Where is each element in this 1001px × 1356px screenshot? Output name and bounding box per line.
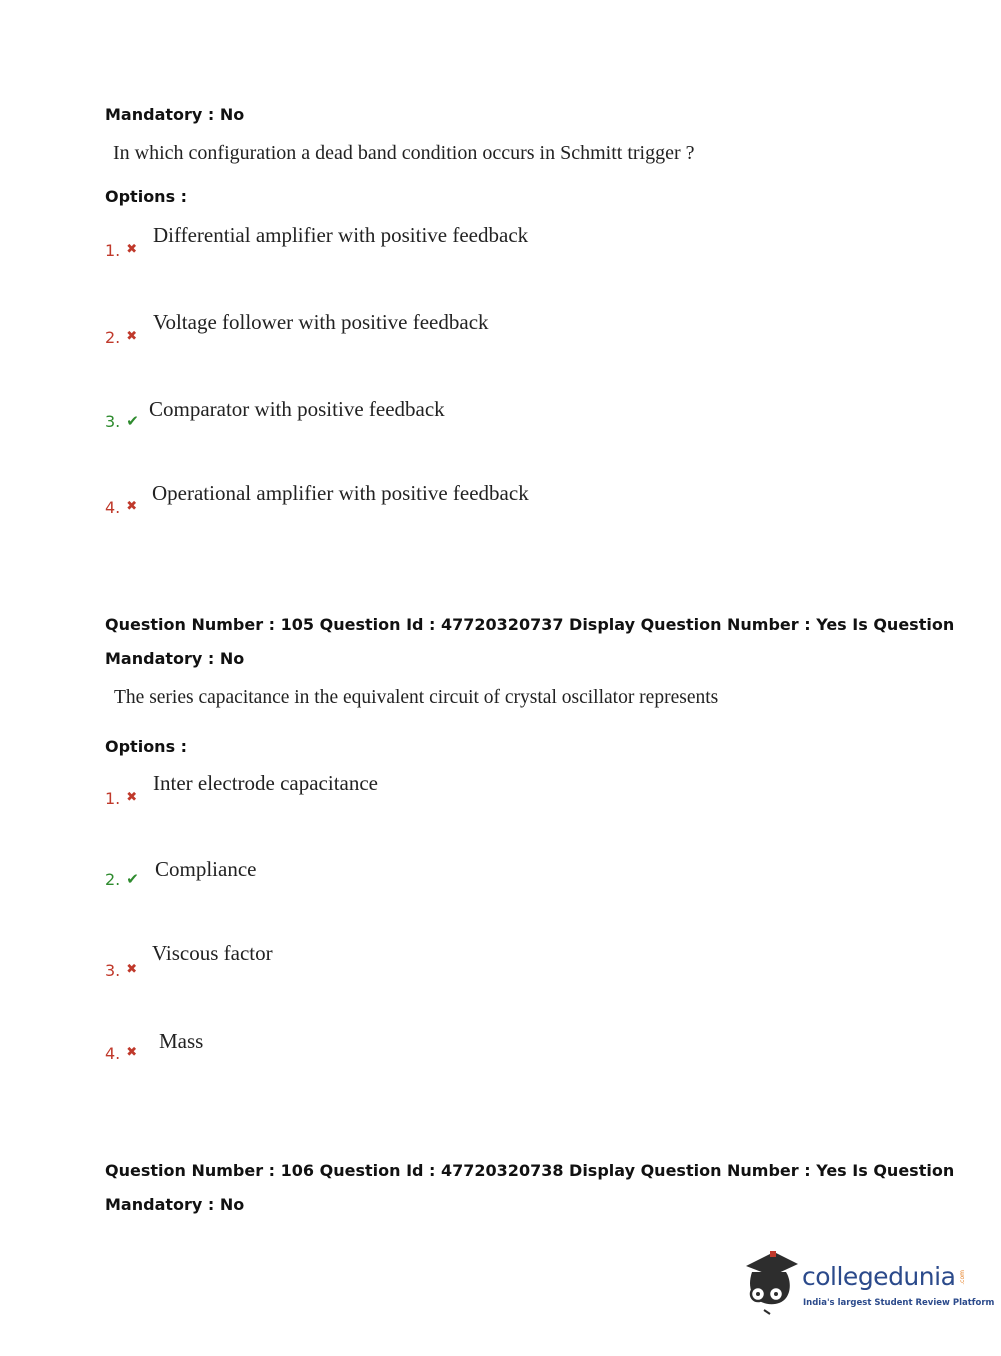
- q2-option-3-text: Viscous factor: [152, 941, 273, 965]
- check-icon: ✔: [126, 412, 139, 430]
- cross-icon: ✖: [126, 790, 138, 805]
- q1-option-1-number: 1. ✖: [105, 241, 138, 260]
- q2-option-3-number: 3. ✖: [105, 961, 138, 980]
- q1-option-4-text: Operational amplifier with positive feedback: [152, 481, 529, 505]
- q2-option-4-text: Mass: [159, 1029, 204, 1053]
- mascot-icon: [740, 1248, 800, 1318]
- q2-options-label: Options :: [105, 737, 188, 756]
- q1-mandatory-line: Mandatory : No: [105, 105, 245, 124]
- q2-question-text: The series capacitance in the equivalent circuit of crystal oscillator represents: [114, 687, 719, 708]
- q1-option-2-text: Voltage follower with positive feedback: [153, 310, 489, 334]
- q2-option-2-number: 2. ✔: [105, 870, 139, 889]
- cross-icon: ✖: [126, 329, 138, 344]
- cross-icon: ✖: [126, 499, 138, 514]
- collegedunia-logo[interactable]: [740, 1248, 995, 1320]
- q2-option-4-number: 4. ✖: [105, 1044, 138, 1063]
- q3-mandatory-line: Mandatory : No: [105, 1195, 245, 1214]
- q1-option-2-number: 2. ✖: [105, 328, 138, 347]
- q2-mandatory-line: Mandatory : No: [105, 649, 245, 668]
- q2-option-1-text: Inter electrode capacitance: [153, 771, 379, 795]
- q2-option-1-number: 1. ✖: [105, 789, 138, 808]
- cross-icon: ✖: [126, 962, 138, 977]
- q2-header-line: Question Number : 105 Question Id : 47720320737 Display Question Number : Yes Is Question: [105, 615, 955, 634]
- q1-option-3-number: 3. ✔: [105, 412, 139, 431]
- check-icon: ✔: [126, 870, 139, 888]
- q1-option-3-text: Comparator with positive feedback: [149, 397, 445, 421]
- q2-option-2-text: Compliance: [155, 857, 257, 881]
- cross-icon: ✖: [126, 242, 138, 257]
- cross-icon: ✖: [126, 1045, 138, 1060]
- q3-header-line: Question Number : 106 Question Id : 47720320738 Display Question Number : Yes Is Question: [105, 1161, 955, 1180]
- q1-options-label: Options :: [105, 187, 188, 206]
- q1-question-text: In which configuration a dead band condition occurs in Schmitt trigger ?: [113, 142, 695, 164]
- logo-wordmark: collegedunia: [802, 1262, 956, 1291]
- q1-option-4-number: 4. ✖: [105, 498, 138, 517]
- logo-domain-suffix: .com: [959, 1270, 966, 1285]
- q1-option-1-text: Differential amplifier with positive feedback: [153, 223, 529, 247]
- logo-tagline: India's largest Student Review Platform: [803, 1298, 995, 1308]
